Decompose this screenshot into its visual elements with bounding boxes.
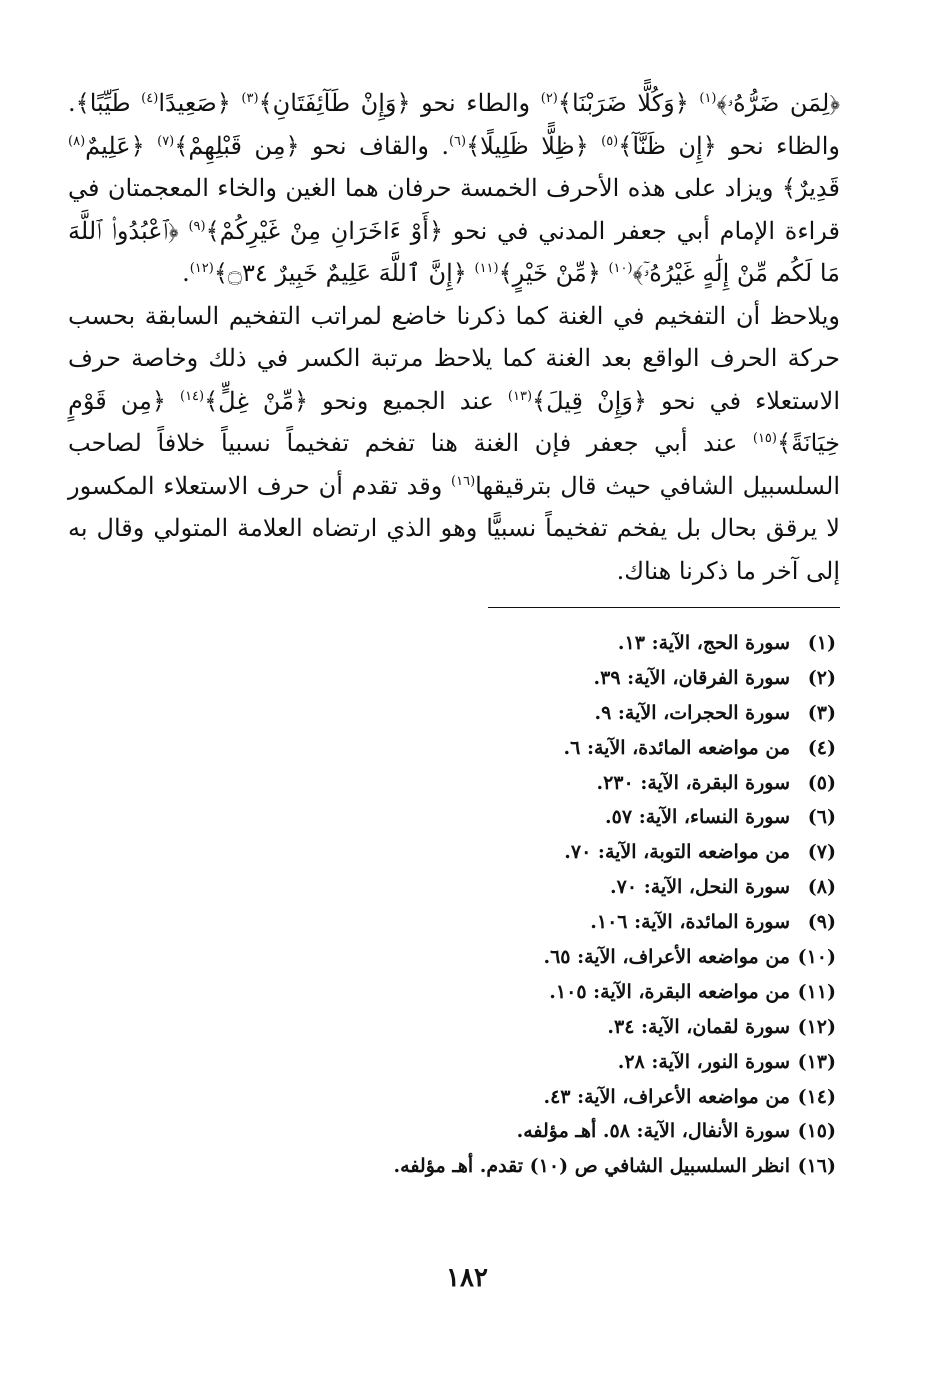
quran-quote: ﴿مِن قَوْمٍ خِيَانَةً﴾ [68,386,840,457]
text-run: طَيِّبًا﴾. والظاء نحو ﴿إِن ظَنَّآ﴾ [68,89,841,160]
footnote-item [180,975,836,1010]
footnote-text: من مواضعه المائدة، الآية: ٦. [563,736,790,759]
footnote-item [180,940,836,975]
footnote-text: سورة الحجرات، الآية: ٩. [594,701,790,724]
footnote-number: (١١) [797,980,836,1003]
footnote-text: سورة الفرقان، الآية: ٣٩. [593,666,790,689]
footnote-ref[interactable]: (٥) [601,133,619,149]
paragraph-2 [68,295,840,593]
text-run: ويلاحظ أن التفخيم في الغنة كما ذكرنا خاضع لمراتب التفخيم السابقة بحسب حركة الحرف الواقع بعد الغنة كما يلاحظ مرتبة الكسر في ذلك وخاصة حرف الاستعلاء في نحو ﴿وَإِنْ قِيلَ﴾ [68,301,840,415]
footnote-text: سورة النور، الآية: ٢٨. [617,1050,790,1073]
footnote-text: من مواضعه الأعراف، الآية: ٤٣. [543,1085,790,1108]
footnote-number: (١٦) [797,1155,836,1178]
footnote-number: (٦) [807,806,836,829]
footnote-ref[interactable]: (١٦) [451,473,476,489]
footnote-ref[interactable]: (٢) [540,91,558,106]
footnote-item [180,696,836,731]
footnote-item [180,731,836,766]
text-run: عند أبي جعفر فإن الغنة هنا تفخم تفخيماً نسبياً خلافاً لصاحب السلسبيل الشافي حيث قال بترقيقها [68,429,840,500]
footnote-number: (٩) [807,911,836,934]
footnote-item [180,1045,836,1080]
text-run: . [182,259,190,287]
footnote-text: سورة البقرة، الآية: ٢٣٠. [596,771,790,794]
footnote-number: (١٠) [797,946,836,969]
quran-quote: ﴿إِنَّ ٱللَّهَ عَلِيمٌ خَبِيرٌ ۝٣٤﴾ [213,259,475,287]
footnote-ref[interactable]: (٦) [448,133,467,149]
text-run: وقد تقدم أن حرف الاستعلاء المكسور لا يرقق بحال بل يفخم تفخيماً نسبيًّا وهو الذي ارتضاه العلامة المتولي وقال به إلى آخر ما ذكرنا هناك. [68,471,840,585]
footnote-number: (٨) [807,876,836,899]
text-run: عند الجميع ونحو ﴿مِّنْ غِلٍّ﴾ [204,386,508,415]
footnote-text: سورة المائدة، الآية: ١٠٦. [590,911,790,934]
text-run: والطاء نحو ﴿وَإِنْ طَآئِفَتَانِ﴾ [258,89,541,117]
paragraph-1 [68,82,840,295]
main-text [68,82,840,592]
footnote-text: سورة النحل، الآية: ٧٠. [610,876,790,899]
footnote-number: (٧) [807,841,836,864]
footnote-item [180,1080,836,1115]
footnote-ref[interactable]: (٨) [68,133,86,149]
text-run: قَدِيرٌ﴾ ويزاد على هذه الأحرف الخمسة حرفان هما الغين والخاء المعجمتان في قراءة الإمام أبي جعفر المدني في نحو ﴿أَوْ ءَاخَرَانِ مِنْ غَيْرِكُمْ﴾ [68,174,840,245]
footnote-ref[interactable]: (١٥) [752,431,777,446]
footnote-number: (٤) [807,736,836,759]
footnote-text: سورة النساء، الآية: ٥٧. [605,806,790,829]
page-number: ١٨٢ [446,1263,488,1293]
footnote-number: (١٤) [797,1085,836,1108]
footnote-ref[interactable]: (١٠) [608,261,633,276]
footnote-ref[interactable]: (١٤) [179,388,205,404]
footnote-number: (١٢) [797,1015,836,1038]
footnote-text: من مواضعه الأعراف، الآية: ٦٥. [543,946,790,969]
quran-quote: ﴿ٱعْبُدُوا۟ ٱللَّهَ مَا لَكُم مِّنْ إِلَٰهٍ غَيْرُهُۥٓ﴾ [68,216,840,287]
footnote-ref[interactable]: (٩) [188,218,206,234]
quran-quote: ﴿صَعِيدًا [158,89,242,117]
quran-quote: ﴿مِّنْ خَيْرٍ﴾ [498,259,609,287]
footnote-number: (١٣) [797,1050,836,1073]
footnote-ref[interactable]: (١) [699,91,717,106]
quran-quote: ﴿عَلِيمٌ [85,131,158,160]
footnote-ref[interactable]: (١١) [474,261,499,276]
footnotes-list [180,626,836,1184]
footnote-ref[interactable]: (٣) [241,91,259,106]
footnote-item [180,1114,836,1149]
footnote-item [180,1010,836,1045]
footnote-text: من مواضعه البقرة، الآية: ١٠٥. [549,980,790,1003]
footnote-number: (١) [807,632,836,654]
quran-quote: ﴿وَكُلًّا ضَرَبْنَا﴾ [557,89,700,117]
footnote-item [180,800,836,835]
quran-quote: ﴿لِمَن ضَرُّهُۥ﴾ [716,89,840,117]
footnote-item [180,835,836,870]
footnote-item [180,661,836,696]
footnote-separator [488,607,840,608]
footnote-text: من مواضعه التوبة، الآية: ٧٠. [564,841,790,864]
footnote-text: سورة لقمان، الآية: ٣٤. [607,1015,790,1038]
footnote-number: (١٥) [797,1120,836,1143]
quran-quote: ﴿ظِلًّا ظَلِيلًا﴾ [466,131,602,160]
footnote-number: (٣) [807,701,836,724]
footnote-ref[interactable]: (٤) [141,91,159,106]
footnote-text: انظر السلسبيل الشافي ص (١٠) تقدم. أهـ مؤلفه. [393,1155,790,1178]
footnote-ref[interactable]: (٧) [157,133,175,149]
footnote-item [180,1149,836,1184]
footnote-number: (٥) [807,771,836,794]
footnote-number: (٢) [807,666,836,689]
text-run: . والقاف نحو ﴿مِن قَبْلِهِمْ﴾ [174,131,449,160]
footnote-text: سورة الأنفال، الآية: ٥٨. أهـ مؤلفه. [516,1120,790,1143]
footnote-ref[interactable]: (١٢) [189,261,214,276]
footnote-item [180,766,836,801]
footnote-ref[interactable]: (١٣) [507,388,533,404]
footnote-item [180,626,836,661]
footnote-item [180,905,836,940]
footnote-text: سورة الحج، الآية: ١٣. [617,632,790,654]
footnote-item [180,870,836,905]
